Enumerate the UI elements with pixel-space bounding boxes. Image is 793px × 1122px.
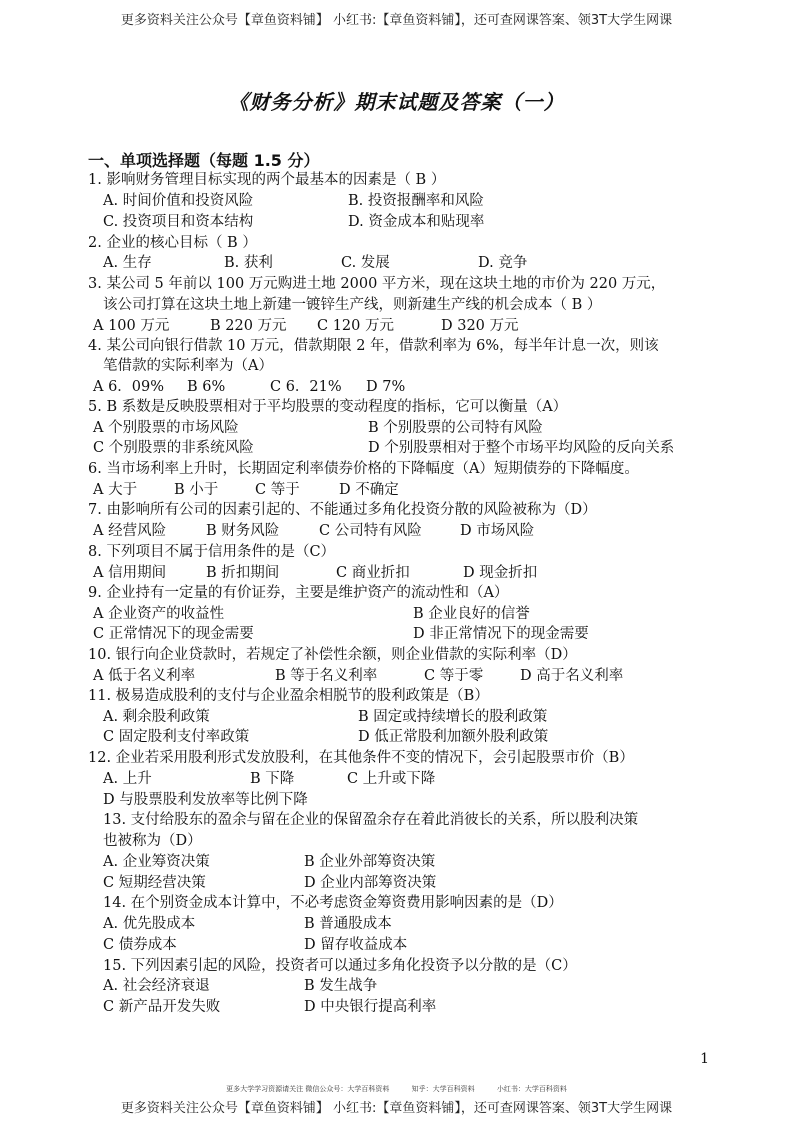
options-q12-d: [0, 790, 793, 810]
question-3-cont: 该公司打算在这块土地上新建一镀锌生产线，则新建生产线的机会成本（ B ）: [103, 297, 602, 313]
option-a: A 个别股票的市场风险: [93, 420, 239, 436]
question-9: 9. 企业持有一定量的有价证券，主要是维护资产的流动性和（A）: [88, 585, 509, 601]
option-d: D 非正常情况下的现金需要: [413, 626, 589, 642]
option-a: A. 剩余股利政策: [103, 709, 210, 725]
question-15: 15. 下列因素引起的风险，投资者可以通过多角化投资予以分散的是（C）: [103, 958, 577, 974]
page-header: 更多资料关注公众号【章鱼资料铺】 小红书:【章鱼资料铺】，还可查网课答案、领3T大学生网课: [120, 13, 673, 28]
option-a: A 经营风险: [93, 523, 167, 539]
option-a: A. 优先股成本: [103, 916, 196, 932]
option-a: A. 上升: [103, 771, 152, 787]
options-q11-cd: [0, 727, 793, 747]
option-d: D 现金折扣: [463, 565, 538, 581]
option-c: C 6．21%: [270, 379, 342, 395]
options-q14-cd: [0, 935, 793, 955]
option-a: A 6．09%: [93, 379, 165, 395]
option-d: D 市场风险: [460, 523, 535, 539]
option-b: B 下降: [250, 771, 295, 787]
option-b: B 企业外部筹资决策: [304, 854, 436, 870]
option-c: C 上升或下降: [347, 771, 436, 787]
question-4: 4. 某公司向银行借款 10 万元，借款期限 2 年，借款利率为 6%，每半年计息一次，则该: [88, 338, 659, 354]
option-d: D 不确定: [339, 482, 399, 498]
option-b: B 220 万元: [210, 318, 287, 334]
options-q9: [0, 604, 793, 624]
options-q13-cd: [0, 873, 793, 893]
option-d: D. 资金成本和贴现率: [348, 214, 485, 230]
option-b: B 等于名义利率: [275, 668, 378, 684]
options-q5-cd: [0, 438, 793, 458]
option-d: D 个别股票相对于整个市场平均风险的反向关系: [368, 440, 675, 456]
option-a: A 企业资产的收益性: [93, 606, 225, 622]
option-c: C 商业折扣: [336, 565, 410, 581]
option-b: B 发生战争: [304, 978, 378, 994]
question-14: 14. 在个别资金成本计算中，不必考虑资金筹资费用影响因素的是（D）: [103, 895, 563, 911]
option-d: D 7%: [366, 379, 406, 395]
option-c: C. 投资项目和资本结构: [103, 214, 254, 230]
option-b: B 企业良好的信誉: [413, 606, 530, 622]
option-b: B. 投资报酬率和风险: [348, 193, 484, 209]
option-d: D 中央银行提高利率: [304, 999, 437, 1015]
option-d: D 留存收益成本: [304, 937, 408, 953]
option-a: A 大于: [93, 482, 138, 498]
options-q8: [0, 563, 793, 583]
option-c: C 新产品开发失败: [103, 999, 221, 1015]
option-a: A. 生存: [103, 255, 152, 271]
option-c: C 公司特有风险: [319, 523, 422, 539]
option-b: B 个别股票的公司特有风险: [368, 420, 543, 436]
option-c: C 短期经营决策: [103, 875, 206, 891]
option-a: A 低于名义利率: [93, 668, 196, 684]
question-3: 3. 某公司 5 年前以 100 万元购进土地 2000 平方米，现在这块土地的市价为 220 万元，: [88, 276, 666, 292]
options-q3: [0, 316, 793, 336]
options-q5: [0, 418, 793, 438]
options-q10: [0, 666, 793, 686]
option-c: C. 发展: [341, 255, 390, 271]
option-a: A 100 万元: [93, 318, 170, 334]
document-title: 《财务分析》期末试题及答案（一）: [228, 90, 565, 114]
options-q11: [0, 707, 793, 727]
option-b: B 6%: [187, 379, 226, 395]
option-c: C 正常情况下的现金需要: [93, 626, 254, 642]
footer-zhihu: 知乎：大学百科资料: [411, 1085, 475, 1093]
option-d: D 企业内部筹资决策: [304, 875, 437, 891]
option-d: D 与股票股利发放率等比例下降: [103, 792, 308, 808]
options-q15-cd: [0, 997, 793, 1017]
option-c: C 固定股利支付率政策: [103, 729, 250, 745]
page-number: 1: [700, 1051, 709, 1067]
option-c: C 等于: [255, 482, 300, 498]
options-q14: [0, 914, 793, 934]
options-q15: [0, 976, 793, 996]
question-5: 5. Β 系数是反映股票相对于平均股票的变动程度的指标，它可以衡量（A）: [88, 399, 568, 415]
question-13: 13. 支付给股东的盈余与留在企业的保留盈余存在着此消彼长的关系，所以股利决策: [103, 812, 639, 828]
question-12: 12. 企业若采用股利形式发放股利，在其他条件不变的情况下，会引起股票市价（B）: [88, 750, 634, 766]
option-b: B. 获利: [224, 255, 273, 271]
options-q2: [0, 253, 793, 273]
question-6: 6. 当市场利率上升时，长期固定利率债券价格的下降幅度（A）短期债券的下降幅度。: [88, 461, 639, 477]
footer-xiaohongshu: 小红书：大学百科资料: [496, 1085, 567, 1093]
option-b: B 小于: [174, 482, 219, 498]
question-4-cont: 笔借款的实际利率为（A）: [103, 358, 273, 374]
option-b: B 普通股成本: [304, 916, 392, 932]
option-a: A. 企业筹资决策: [103, 854, 210, 870]
question-13-cont: 也被称为（D）: [103, 833, 202, 849]
question-7: 7. 由影响所有公司的因素引起的、不能通过多角化投资分散的风险被称为（D）: [88, 502, 597, 518]
section-heading: 一、单项选择题（每题 1.5 分）: [88, 151, 320, 170]
footer-small: [0, 1084, 793, 1094]
option-d: D. 竞争: [478, 255, 528, 271]
options-q4: [0, 377, 793, 397]
options-q6: [0, 480, 793, 500]
footer-wechat: 更多大学学习资源请关注 微信公众号：大学百科资料: [226, 1085, 390, 1093]
options-q12: [0, 769, 793, 789]
question-10: 10. 银行向企业贷款时，若规定了补偿性余额，则企业借款的实际利率（D）: [88, 647, 577, 663]
option-d: D 高于名义利率: [520, 668, 624, 684]
question-11: 11. 极易造成股利的支付与企业盈余相脱节的股利政策是（B）: [88, 688, 489, 704]
options-q9-cd: [0, 624, 793, 644]
option-b: B 折扣期间: [206, 565, 280, 581]
options-q7: [0, 521, 793, 541]
question-8: 8. 下列项目不属于信用条件的是（C）: [88, 544, 336, 560]
option-c: C 债券成本: [103, 937, 177, 953]
question-2: 2. 企业的核心目标（ B ）: [88, 235, 257, 251]
option-d: D 低正常股利加额外股利政策: [358, 729, 549, 745]
options-q13: [0, 852, 793, 872]
option-a: A. 社会经济衰退: [103, 978, 210, 994]
option-c: C 等于零: [424, 668, 484, 684]
question-1: 1. 影响财务管理目标实现的两个最基本的因素是（ B ）: [88, 172, 446, 188]
option-a: A. 时间价值和投资风险: [103, 193, 254, 209]
option-c: C 120 万元: [317, 318, 394, 334]
page-footer: 更多资料关注公众号【章鱼资料铺】 小红书:【章鱼资料铺】，还可查网课答案、领3T大学生网课: [120, 1101, 673, 1116]
options-q1: [0, 191, 793, 211]
option-c: C 个别股票的非系统风险: [93, 440, 254, 456]
options-q1-cd: [0, 212, 793, 232]
option-a: A 信用期间: [93, 565, 167, 581]
option-b: B 固定或持续增长的股利政策: [358, 709, 548, 725]
option-d: D 320 万元: [441, 318, 519, 334]
option-b: B 财务风险: [206, 523, 280, 539]
